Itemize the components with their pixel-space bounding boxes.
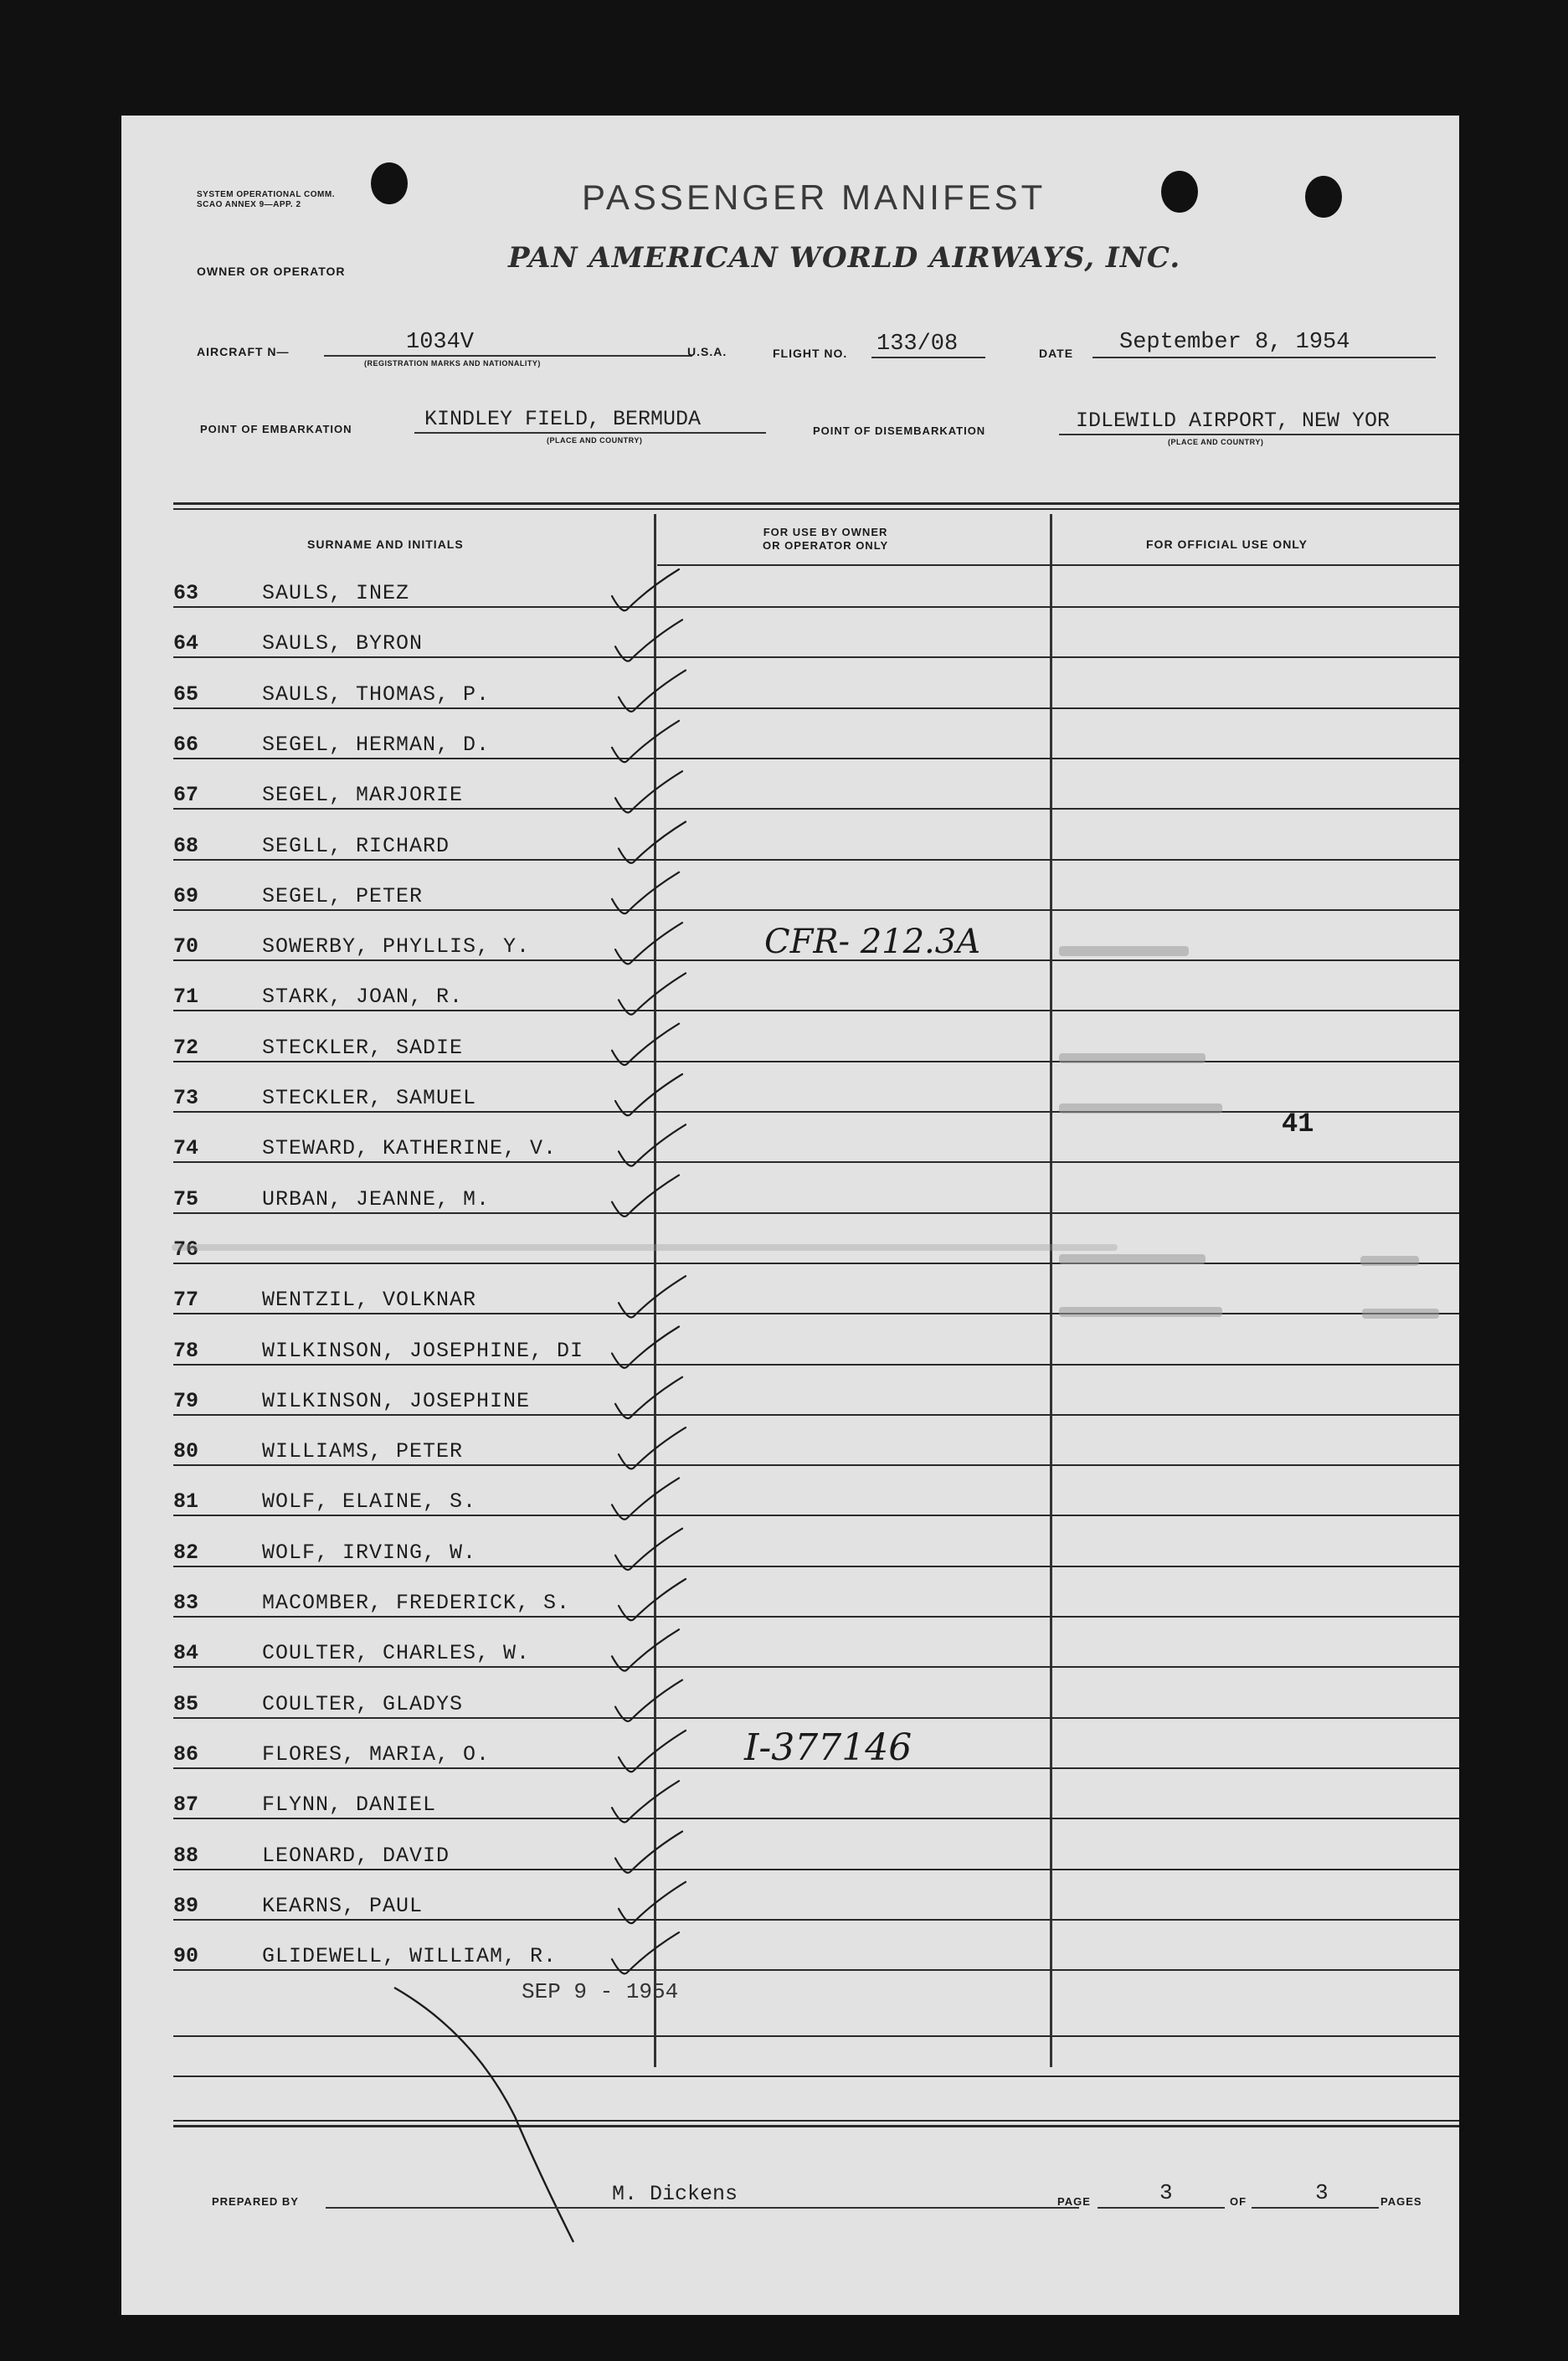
check-mark — [615, 1074, 682, 1115]
row-number: 72 — [173, 1036, 199, 1060]
check-mark — [615, 923, 682, 964]
check-mark — [612, 1024, 679, 1065]
aircraft-sublabel: (REGISTRATION MARKS AND NATIONALITY) — [364, 359, 541, 368]
row-number: 78 — [173, 1339, 199, 1363]
check-mark — [615, 771, 682, 812]
passenger-name: STEWARD, KATHERINE, V. — [262, 1136, 558, 1160]
passenger-name: COULTER, GLADYS — [262, 1692, 464, 1716]
passenger-name: SAULS, THOMAS, P. — [262, 682, 491, 707]
page-number: 3 — [1159, 2180, 1173, 2205]
row-number: 90 — [173, 1944, 199, 1968]
check-mark — [612, 1327, 679, 1368]
passenger-name: STECKLER, SAMUEL — [262, 1086, 477, 1110]
check-mark — [615, 1680, 682, 1721]
page-label: PAGE — [1057, 2195, 1091, 2208]
passenger-name: KEARNS, PAUL — [262, 1894, 424, 1918]
total-pages: 3 — [1315, 2180, 1329, 2205]
pages-label: PAGES — [1380, 2195, 1422, 2208]
of-label: OF — [1230, 2195, 1247, 2208]
prepared-by-underline — [326, 2207, 1079, 2209]
check-mark — [619, 1579, 686, 1620]
column-header-official: FOR OFFICIAL USE ONLY — [1146, 538, 1308, 551]
passenger-name: WOLF, ELAINE, S. — [262, 1489, 477, 1514]
disembark-sublabel: (PLACE AND COUNTRY) — [1168, 438, 1264, 446]
check-mark — [615, 1377, 682, 1418]
date-label: DATE — [1039, 347, 1074, 360]
row-number: 65 — [173, 682, 199, 707]
owner-label: OWNER OR OPERATOR — [197, 265, 346, 278]
check-mark — [619, 973, 686, 1014]
embark-sublabel: (PLACE AND COUNTRY) — [547, 436, 643, 445]
passenger-name: SEGEL, HERMAN, D. — [262, 733, 491, 757]
check-mark — [619, 1427, 686, 1469]
page-title: PASSENGER MANIFEST — [582, 177, 1046, 217]
row-number: 69 — [173, 884, 199, 908]
owner-value: PAN AMERICAN WORLD AIRWAYS, INC. — [508, 241, 1181, 275]
check-mark — [619, 1276, 686, 1317]
check-mark — [612, 1629, 679, 1670]
passenger-name: FLYNN, DANIEL — [262, 1793, 437, 1817]
page-underline — [1098, 2207, 1225, 2209]
column-header-owner-use: FOR USE BY OWNER OR OPERATOR ONLY — [763, 526, 889, 552]
row-number: 82 — [173, 1541, 199, 1565]
row-number: 67 — [173, 783, 199, 807]
row-number: 83 — [173, 1591, 199, 1615]
check-mark — [612, 1175, 679, 1217]
check-mark — [615, 1529, 682, 1570]
row-number: 86 — [173, 1742, 199, 1767]
aircraft-value: 1034V — [406, 330, 475, 355]
corner-reference: SYSTEM OPERATIONAL COMM. SCAO ANNEX 9—APP. 2 — [197, 190, 335, 209]
flight-value: 133/08 — [877, 332, 959, 357]
passenger-name: MACOMBER, FREDERICK, S. — [262, 1591, 571, 1615]
row-number: 79 — [173, 1389, 199, 1413]
column-header-names: SURNAME AND INITIALS — [307, 538, 464, 551]
check-mark — [612, 1781, 679, 1822]
passenger-name: FLORES, MARIA, O. — [262, 1742, 491, 1767]
row-number: 74 — [173, 1136, 199, 1160]
passenger-name: SEGEL, MARJORIE — [262, 783, 464, 807]
row-number: 71 — [173, 985, 199, 1009]
row-number: 76 — [173, 1237, 199, 1262]
passenger-name: WILLIAMS, PETER — [262, 1439, 464, 1463]
passenger-name: SEGLL, RICHARD — [262, 834, 450, 858]
check-mark — [615, 1832, 682, 1873]
row-number: 73 — [173, 1086, 199, 1110]
date-value: September 8, 1954 — [1119, 330, 1350, 355]
check-mark — [619, 1731, 686, 1772]
check-mark — [612, 1478, 679, 1519]
passenger-name: URBAN, JEANNE, M. — [262, 1187, 491, 1211]
check-mark — [619, 1882, 686, 1923]
row-number: 85 — [173, 1692, 199, 1716]
prepared-by-label: PREPARED BY — [212, 2195, 299, 2208]
check-mark — [612, 721, 679, 762]
prepared-by-value: M. Dickens — [612, 2182, 738, 2206]
row-number: 88 — [173, 1844, 199, 1868]
passenger-name: LEONARD, DAVID — [262, 1844, 450, 1868]
row-number: 84 — [173, 1641, 199, 1665]
row-number: 80 — [173, 1439, 199, 1463]
row-number: 68 — [173, 834, 199, 858]
check-mark — [615, 620, 682, 661]
check-mark — [612, 1932, 679, 1973]
row-number: 81 — [173, 1489, 199, 1514]
embark-label: POINT OF EMBARKATION — [200, 423, 352, 435]
aircraft-label: AIRCRAFT N— — [197, 345, 290, 358]
diagonal-pen-stroke — [394, 1988, 573, 2242]
manifest-page — [121, 116, 1459, 2315]
passenger-name: COULTER, CHARLES, W. — [262, 1641, 531, 1665]
check-mark — [619, 671, 686, 712]
passenger-name: SAULS, BYRON — [262, 631, 424, 656]
row-number: 75 — [173, 1187, 199, 1211]
check-mark — [619, 1124, 686, 1165]
passenger-name: WENTZIL, VOLKNAR — [262, 1288, 477, 1312]
passenger-name: STARK, JOAN, R. — [262, 985, 464, 1009]
disembark-label: POINT OF DISEMBARKATION — [813, 424, 986, 437]
row-number: 77 — [173, 1288, 199, 1312]
passenger-name: WILKINSON, JOSEPHINE — [262, 1389, 531, 1413]
row-number: 63 — [173, 581, 199, 605]
check-mark — [612, 872, 679, 913]
of-underline — [1252, 2207, 1379, 2209]
pen-marks — [121, 116, 1459, 2315]
official-count: 41 — [1282, 1108, 1314, 1139]
disembark-value: IDLEWILD AIRPORT, NEW YOR — [1076, 409, 1391, 433]
passenger-name: GLIDEWELL, WILLIAM, R. — [262, 1944, 558, 1968]
passenger-name: STECKLER, SADIE — [262, 1036, 464, 1060]
flight-label: FLIGHT NO. — [773, 347, 848, 360]
passenger-name: SEGEL, PETER — [262, 884, 424, 908]
row-number: 89 — [173, 1894, 199, 1918]
row-number: 87 — [173, 1793, 199, 1817]
row-number: 70 — [173, 934, 199, 959]
row-number: 66 — [173, 733, 199, 757]
passenger-name: WILKINSON, JOSEPHINE, DI — [262, 1339, 584, 1363]
embark-value: KINDLEY FIELD, BERMUDA — [424, 407, 702, 431]
handwritten-i-number: I-377146 — [744, 1726, 913, 1769]
passenger-name: SOWERBY, PHYLLIS, Y. — [262, 934, 531, 959]
usa-label: U.S.A. — [687, 345, 727, 358]
date-stamp: SEP 9 - 1954 — [522, 1979, 679, 2004]
passenger-name: WOLF, IRVING, W. — [262, 1541, 477, 1565]
check-mark — [612, 569, 679, 610]
row-number: 64 — [173, 631, 199, 656]
passenger-name: SAULS, INEZ — [262, 581, 410, 605]
check-mark — [619, 822, 686, 863]
handwritten-cfr-note: CFR- 212.3A — [764, 923, 981, 961]
